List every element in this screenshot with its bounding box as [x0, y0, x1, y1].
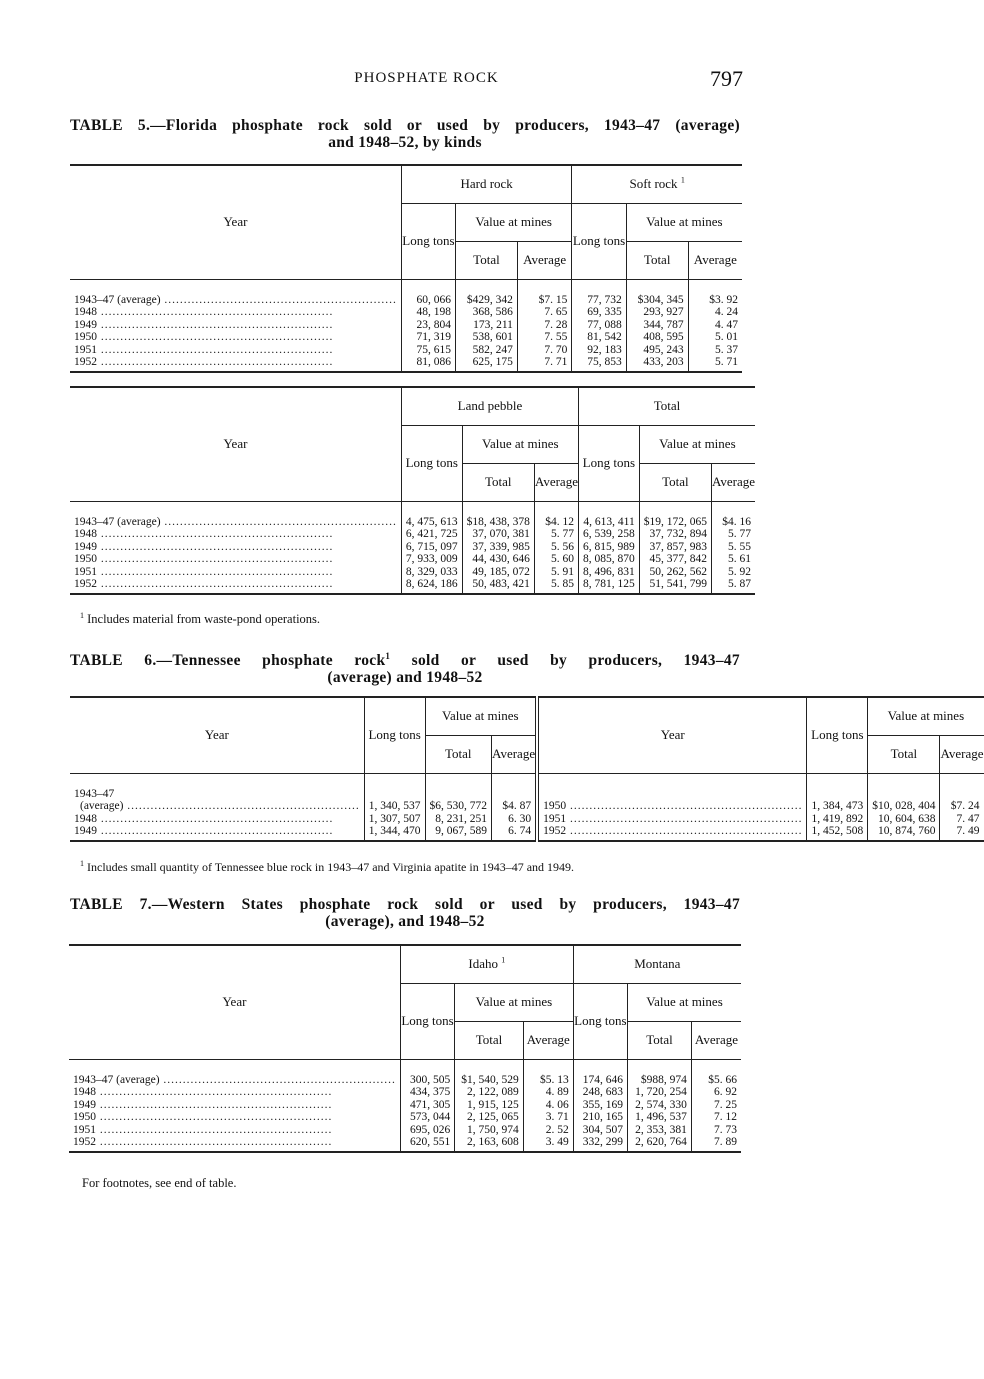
group-header [400, 945, 573, 983]
montana-total-column [628, 1059, 692, 1152]
value-cell: 5. 92 [728, 565, 752, 578]
value-cell: 495, 243 [643, 343, 684, 356]
value-cell: 582, 247 [472, 343, 513, 356]
table6-footnote [80, 860, 574, 875]
year-column [69, 1059, 400, 1152]
title-segment: sold or used by producers, 1943–47 [411, 652, 740, 670]
value-cell: 77, 088 [587, 318, 622, 331]
footnote-marker: 1 [80, 859, 84, 868]
value-cell: 7. 47 [956, 812, 980, 825]
value-cell: 573, 044 [409, 1111, 451, 1124]
value-cell: 248, 683 [582, 1086, 623, 1099]
value-cell: 695, 026 [409, 1123, 451, 1136]
land-pebble-total-column [462, 501, 534, 594]
total-header: Total [868, 735, 940, 773]
value-cell: 1, 720, 254 [635, 1086, 687, 1099]
group-header: Montana [573, 945, 741, 983]
value-at-mines-header: Value at mines [628, 983, 742, 1021]
running-title: PHOSPHATE ROCK [354, 70, 499, 86]
long-tons-header: Long tons [400, 983, 454, 1059]
value-cell: 368, 586 [472, 306, 513, 319]
value-cell: 5. 77 [728, 528, 752, 541]
value-cell: $5. 13 [539, 1073, 569, 1086]
year-cell: 1950 ..... [74, 553, 397, 566]
average-header: Average [688, 241, 742, 279]
year-header: Year [70, 387, 401, 501]
value-cell: 81, 542 [587, 331, 622, 344]
average-column [940, 773, 984, 841]
year-column [70, 279, 401, 372]
table7-title [70, 896, 740, 930]
long-tons-header: Long tons [807, 697, 868, 773]
year-header: Year [70, 697, 364, 773]
value-cell: 51, 541, 799 [649, 578, 707, 591]
value-cell: $429, 342 [466, 293, 513, 306]
value-cell: 37, 857, 983 [649, 540, 707, 553]
soft-rock-average-column [688, 279, 742, 372]
value-cell: 48, 198 [416, 306, 451, 319]
hard-rock-tons-column [401, 279, 455, 372]
value-cell: $3. 92 [709, 293, 738, 306]
value-cell: 5. 60 [550, 553, 574, 566]
value-cell: 7. 25 [714, 1098, 737, 1111]
year-header: Year [70, 165, 401, 279]
value-cell: 6. 30 [508, 812, 532, 825]
value-cell: 7. 12 [714, 1111, 737, 1124]
value-cell: $7. 15 [538, 293, 568, 306]
table5-title-line1: TABLE 5.—Florida phosphate rock sold or used by producers, 1943–47 (average) [70, 117, 740, 134]
year-column [70, 773, 364, 841]
value-cell: 355, 169 [582, 1098, 623, 1111]
value-cell: 44, 430, 646 [472, 553, 530, 566]
value-at-mines-header: Value at mines [455, 203, 571, 241]
value-cell: 538, 601 [472, 331, 513, 344]
long-tons-header: Long tons [364, 697, 425, 773]
total-tons-column [578, 501, 639, 594]
year-cell: 1943–47 [74, 787, 115, 800]
value-cell: 5. 87 [728, 578, 752, 591]
total-header: Total [628, 1021, 692, 1059]
group-header-label: Soft rock [629, 176, 678, 192]
soft-rock-total-column [626, 279, 688, 372]
value-cell: 7. 49 [956, 825, 980, 838]
idaho-total-column [455, 1059, 524, 1152]
average-header: Average [691, 1021, 741, 1059]
title-segment: TABLE 6.—Tennessee phosphate rock [70, 652, 386, 670]
year-cell: 1951 ..... [74, 566, 397, 579]
year-cell: 1943–47 (average) ..... [74, 516, 397, 529]
average-header: Average [534, 463, 578, 501]
year-header: Year [69, 945, 400, 1059]
long-tons-header: Long tons [573, 983, 627, 1059]
total-average-column [711, 501, 755, 594]
value-cell: 2, 125, 065 [467, 1111, 519, 1124]
value-cell: $4. 16 [722, 515, 752, 528]
value-cell: 210, 165 [582, 1111, 623, 1124]
value-cell: 75, 615 [416, 343, 451, 356]
land-pebble-average-column [534, 501, 578, 594]
value-cell: 3. 49 [545, 1136, 569, 1149]
year-cell: 1948 ..... [74, 528, 397, 541]
year-cell: 1949 ..... [74, 825, 360, 838]
value-cell: 4. 89 [545, 1086, 569, 1099]
table6-title [70, 648, 740, 686]
year-cell: 1951 ..... [73, 1124, 396, 1137]
footnote-marker: 1 [680, 175, 685, 185]
value-cell: $4. 12 [545, 515, 574, 528]
value-cell: 6. 92 [714, 1086, 737, 1099]
idaho-tons-column [400, 1059, 454, 1152]
value-cell: $19, 172, 065 [643, 515, 707, 528]
value-cell: 6, 421, 725 [405, 528, 458, 541]
value-cell: 49, 185, 072 [472, 565, 530, 578]
average-header: Average [523, 1021, 573, 1059]
value-at-mines-header: Value at mines [425, 697, 537, 735]
value-cell: 23, 804 [416, 318, 451, 331]
group-header: Land pebble [401, 387, 578, 425]
year-cell: 1952 ..... [74, 578, 397, 591]
value-cell: 1, 384, 473 [811, 800, 864, 813]
value-at-mines-header: Value at mines [868, 697, 984, 735]
footnote-marker: 1 [501, 955, 506, 965]
value-cell: 5. 61 [728, 553, 752, 566]
value-cell: 173, 211 [473, 318, 513, 331]
year-cell: 1950 ..... [73, 1111, 396, 1124]
montana-tons-column [573, 1059, 627, 1152]
value-cell: 5. 01 [715, 331, 738, 344]
total-header: Total [639, 463, 711, 501]
table6-title-line2: (average) and 1948–52 [327, 669, 483, 687]
table6-title-line1 [70, 648, 740, 669]
value-cell: 69, 335 [587, 306, 622, 319]
value-cell: 1, 419, 892 [811, 812, 864, 825]
value-cell: 4, 613, 411 [583, 515, 635, 528]
page-number: 797 [710, 66, 743, 91]
value-cell: 1, 915, 125 [467, 1098, 519, 1111]
value-cell: 7. 73 [714, 1123, 737, 1136]
value-cell: 332, 299 [582, 1136, 623, 1149]
long-tons-header: Long tons [401, 203, 455, 279]
value-cell: 8, 085, 870 [582, 553, 635, 566]
year-column [70, 501, 401, 594]
hard-rock-total-column [455, 279, 517, 372]
year-cell: 1950 ..... [543, 800, 802, 813]
soft-rock-tons-column [572, 279, 626, 372]
value-cell: 71, 319 [416, 331, 451, 344]
year-cell: (average) ..... [74, 800, 360, 813]
value-cell: $5. 66 [708, 1073, 737, 1086]
table5-title-line2: and 1948–52, by kinds [328, 134, 482, 151]
value-cell: 304, 507 [582, 1123, 623, 1136]
value-cell: 3. 71 [545, 1111, 569, 1124]
value-cell: $988, 974 [640, 1073, 687, 1086]
value-cell: 77, 732 [587, 293, 622, 306]
value-cell: 10, 874, 760 [877, 825, 936, 838]
value-cell: 7. 89 [714, 1136, 737, 1149]
value-at-mines-header: Value at mines [639, 425, 755, 463]
year-cell: 1950 ..... [74, 331, 397, 344]
idaho-average-column [523, 1059, 573, 1152]
value-cell: 344, 787 [643, 318, 684, 331]
value-cell: 10, 604, 638 [877, 812, 936, 825]
value-at-mines-header: Value at mines [626, 203, 742, 241]
value-cell: 471, 305 [409, 1098, 451, 1111]
value-cell: 2, 353, 381 [635, 1123, 687, 1136]
value-cell: 37, 732, 894 [649, 528, 707, 541]
value-cell: $10, 028, 404 [872, 800, 936, 813]
value-cell: 37, 070, 381 [472, 528, 530, 541]
value-cell: 2, 163, 608 [467, 1136, 519, 1149]
value-cell: 81, 086 [416, 356, 451, 369]
group-header: Total [578, 387, 755, 425]
table5-title [70, 117, 740, 151]
total-header: Total [455, 1021, 524, 1059]
year-cell: 1948 ..... [74, 813, 360, 826]
value-cell: 625, 175 [472, 356, 513, 369]
value-cell: 5. 55 [728, 540, 752, 553]
value-at-mines-header: Value at mines [455, 983, 574, 1021]
value-cell: $304, 345 [637, 293, 684, 306]
footnote-marker: 1 [385, 651, 391, 661]
total-header: Total [462, 463, 534, 501]
value-cell: 5. 77 [550, 528, 574, 541]
value-cell: 7. 70 [544, 343, 568, 356]
year-cell: 1943–47 (average) ..... [74, 294, 397, 307]
year-cell: 1951 ..... [74, 344, 397, 357]
value-cell: 434, 375 [409, 1086, 451, 1099]
value-cell: 6, 815, 989 [582, 540, 635, 553]
year-column [537, 773, 807, 841]
group-header [572, 165, 742, 203]
total-header: Total [425, 735, 492, 773]
long-tons-header: Long tons [578, 425, 639, 501]
value-cell: 7. 65 [544, 306, 568, 319]
value-cell: 6, 715, 097 [405, 540, 458, 553]
group-header-label: Hard rock [460, 176, 513, 192]
year-cell: 1948 ..... [74, 306, 397, 319]
value-cell: 174, 646 [582, 1073, 623, 1086]
value-cell: 75, 853 [587, 356, 622, 369]
footnote-text: Includes small quantity of Tennessee blue rock in 1943–47 and Virginia apatite in 1943–47 and 1949. [87, 860, 575, 874]
value-cell: 2, 122, 089 [467, 1086, 519, 1099]
average-header: Average [711, 463, 755, 501]
year-cell: 1949 ..... [73, 1099, 396, 1112]
value-cell: 5. 37 [715, 343, 738, 356]
table7-title-line2: (average), and 1948–52 [325, 913, 485, 930]
total-header: Total [455, 241, 517, 279]
value-cell: 5. 71 [715, 356, 738, 369]
year-cell: 1952 ..... [73, 1136, 396, 1149]
land-pebble-tons-column [401, 501, 462, 594]
average-column [492, 773, 538, 841]
value-cell: 92, 183 [587, 343, 622, 356]
table7-note: For footnotes, see end of table. [82, 1176, 237, 1190]
value-cell: $6, 530, 772 [429, 800, 488, 813]
value-at-mines-header: Value at mines [462, 425, 578, 463]
long-tons-column [364, 773, 425, 841]
group-header-label: Idaho [468, 956, 498, 972]
value-cell: 60, 066 [416, 293, 451, 306]
value-cell: 9, 067, 589 [435, 825, 488, 838]
total-column [868, 773, 940, 841]
year-cell: 1949 ..... [74, 541, 397, 554]
value-cell: 2, 574, 330 [635, 1098, 687, 1111]
long-tons-header: Long tons [401, 425, 462, 501]
average-header: Average [940, 735, 984, 773]
value-cell: 5. 91 [550, 565, 574, 578]
value-cell: 50, 262, 562 [649, 565, 707, 578]
year-cell: 1952 ..... [543, 825, 802, 838]
value-cell: 7. 55 [544, 331, 568, 344]
value-cell: 1, 340, 537 [368, 800, 421, 813]
value-cell: $4. 87 [502, 800, 532, 813]
value-cell: 408, 595 [643, 331, 684, 344]
table7 [69, 944, 741, 1153]
year-header: Year [537, 697, 807, 773]
long-tons-column [807, 773, 868, 841]
value-cell: 37, 339, 985 [472, 540, 530, 553]
value-cell: 6. 74 [508, 825, 532, 838]
value-cell: 8, 496, 831 [582, 565, 635, 578]
year-cell: 1943–47 (average) ..... [73, 1074, 396, 1087]
table5-part2 [70, 386, 755, 595]
value-cell: 300, 505 [409, 1073, 451, 1086]
value-cell: 433, 203 [643, 356, 684, 369]
value-cell: 7. 71 [544, 356, 568, 369]
value-cell: 50, 483, 421 [472, 578, 530, 591]
table7-title-line1: TABLE 7.—Western States phosphate rock sold or used by producers, 1943–47 [70, 896, 740, 913]
value-cell: 6, 539, 258 [582, 528, 635, 541]
hard-rock-average-column [517, 279, 571, 372]
total-value-column [639, 501, 711, 594]
average-header: Average [492, 735, 538, 773]
value-cell: 4, 475, 613 [405, 515, 458, 528]
value-cell: 2, 620, 764 [635, 1136, 687, 1149]
value-cell: 5. 56 [550, 540, 574, 553]
footnote-text: Includes material from waste-pond operations. [87, 612, 321, 626]
value-cell: 8, 231, 251 [435, 812, 488, 825]
value-cell: 4. 06 [545, 1098, 569, 1111]
year-cell: 1948 ..... [73, 1086, 396, 1099]
value-cell: 1, 750, 974 [467, 1123, 519, 1136]
year-cell: 1951 ..... [543, 813, 802, 826]
value-cell: 2. 52 [545, 1123, 569, 1136]
montana-average-column [691, 1059, 741, 1152]
table5-footnote [80, 612, 320, 627]
value-cell: 8, 781, 125 [582, 578, 635, 591]
value-cell: 5. 85 [550, 578, 574, 591]
total-header: Total [626, 241, 688, 279]
value-cell: 4. 24 [715, 306, 738, 319]
group-header [401, 165, 571, 203]
long-tons-header: Long tons [572, 203, 626, 279]
value-cell: 1, 452, 508 [811, 825, 864, 838]
table6 [70, 696, 984, 842]
value-cell: 4. 47 [715, 318, 738, 331]
value-cell: 7, 933, 009 [405, 553, 458, 566]
value-cell: 8, 624, 186 [405, 578, 458, 591]
value-cell: 45, 377, 842 [649, 553, 707, 566]
year-cell: 1949 ..... [74, 319, 397, 332]
value-cell: 8, 329, 033 [405, 565, 458, 578]
value-cell: $18, 438, 378 [466, 515, 530, 528]
value-cell: 293, 927 [643, 306, 684, 319]
value-cell: $7. 24 [950, 800, 980, 813]
value-cell: $1, 540, 529 [461, 1073, 519, 1086]
total-column [425, 773, 492, 841]
table5-part1 [70, 164, 742, 373]
value-cell: 7. 28 [544, 318, 568, 331]
value-cell: 1, 307, 507 [368, 812, 421, 825]
year-cell: 1952 ..... [74, 356, 397, 369]
footnote-marker: 1 [80, 610, 84, 620]
value-cell: 620, 551 [409, 1136, 451, 1149]
value-cell: 1, 344, 470 [368, 825, 421, 838]
value-cell: 1, 496, 537 [635, 1111, 687, 1124]
average-header: Average [517, 241, 571, 279]
